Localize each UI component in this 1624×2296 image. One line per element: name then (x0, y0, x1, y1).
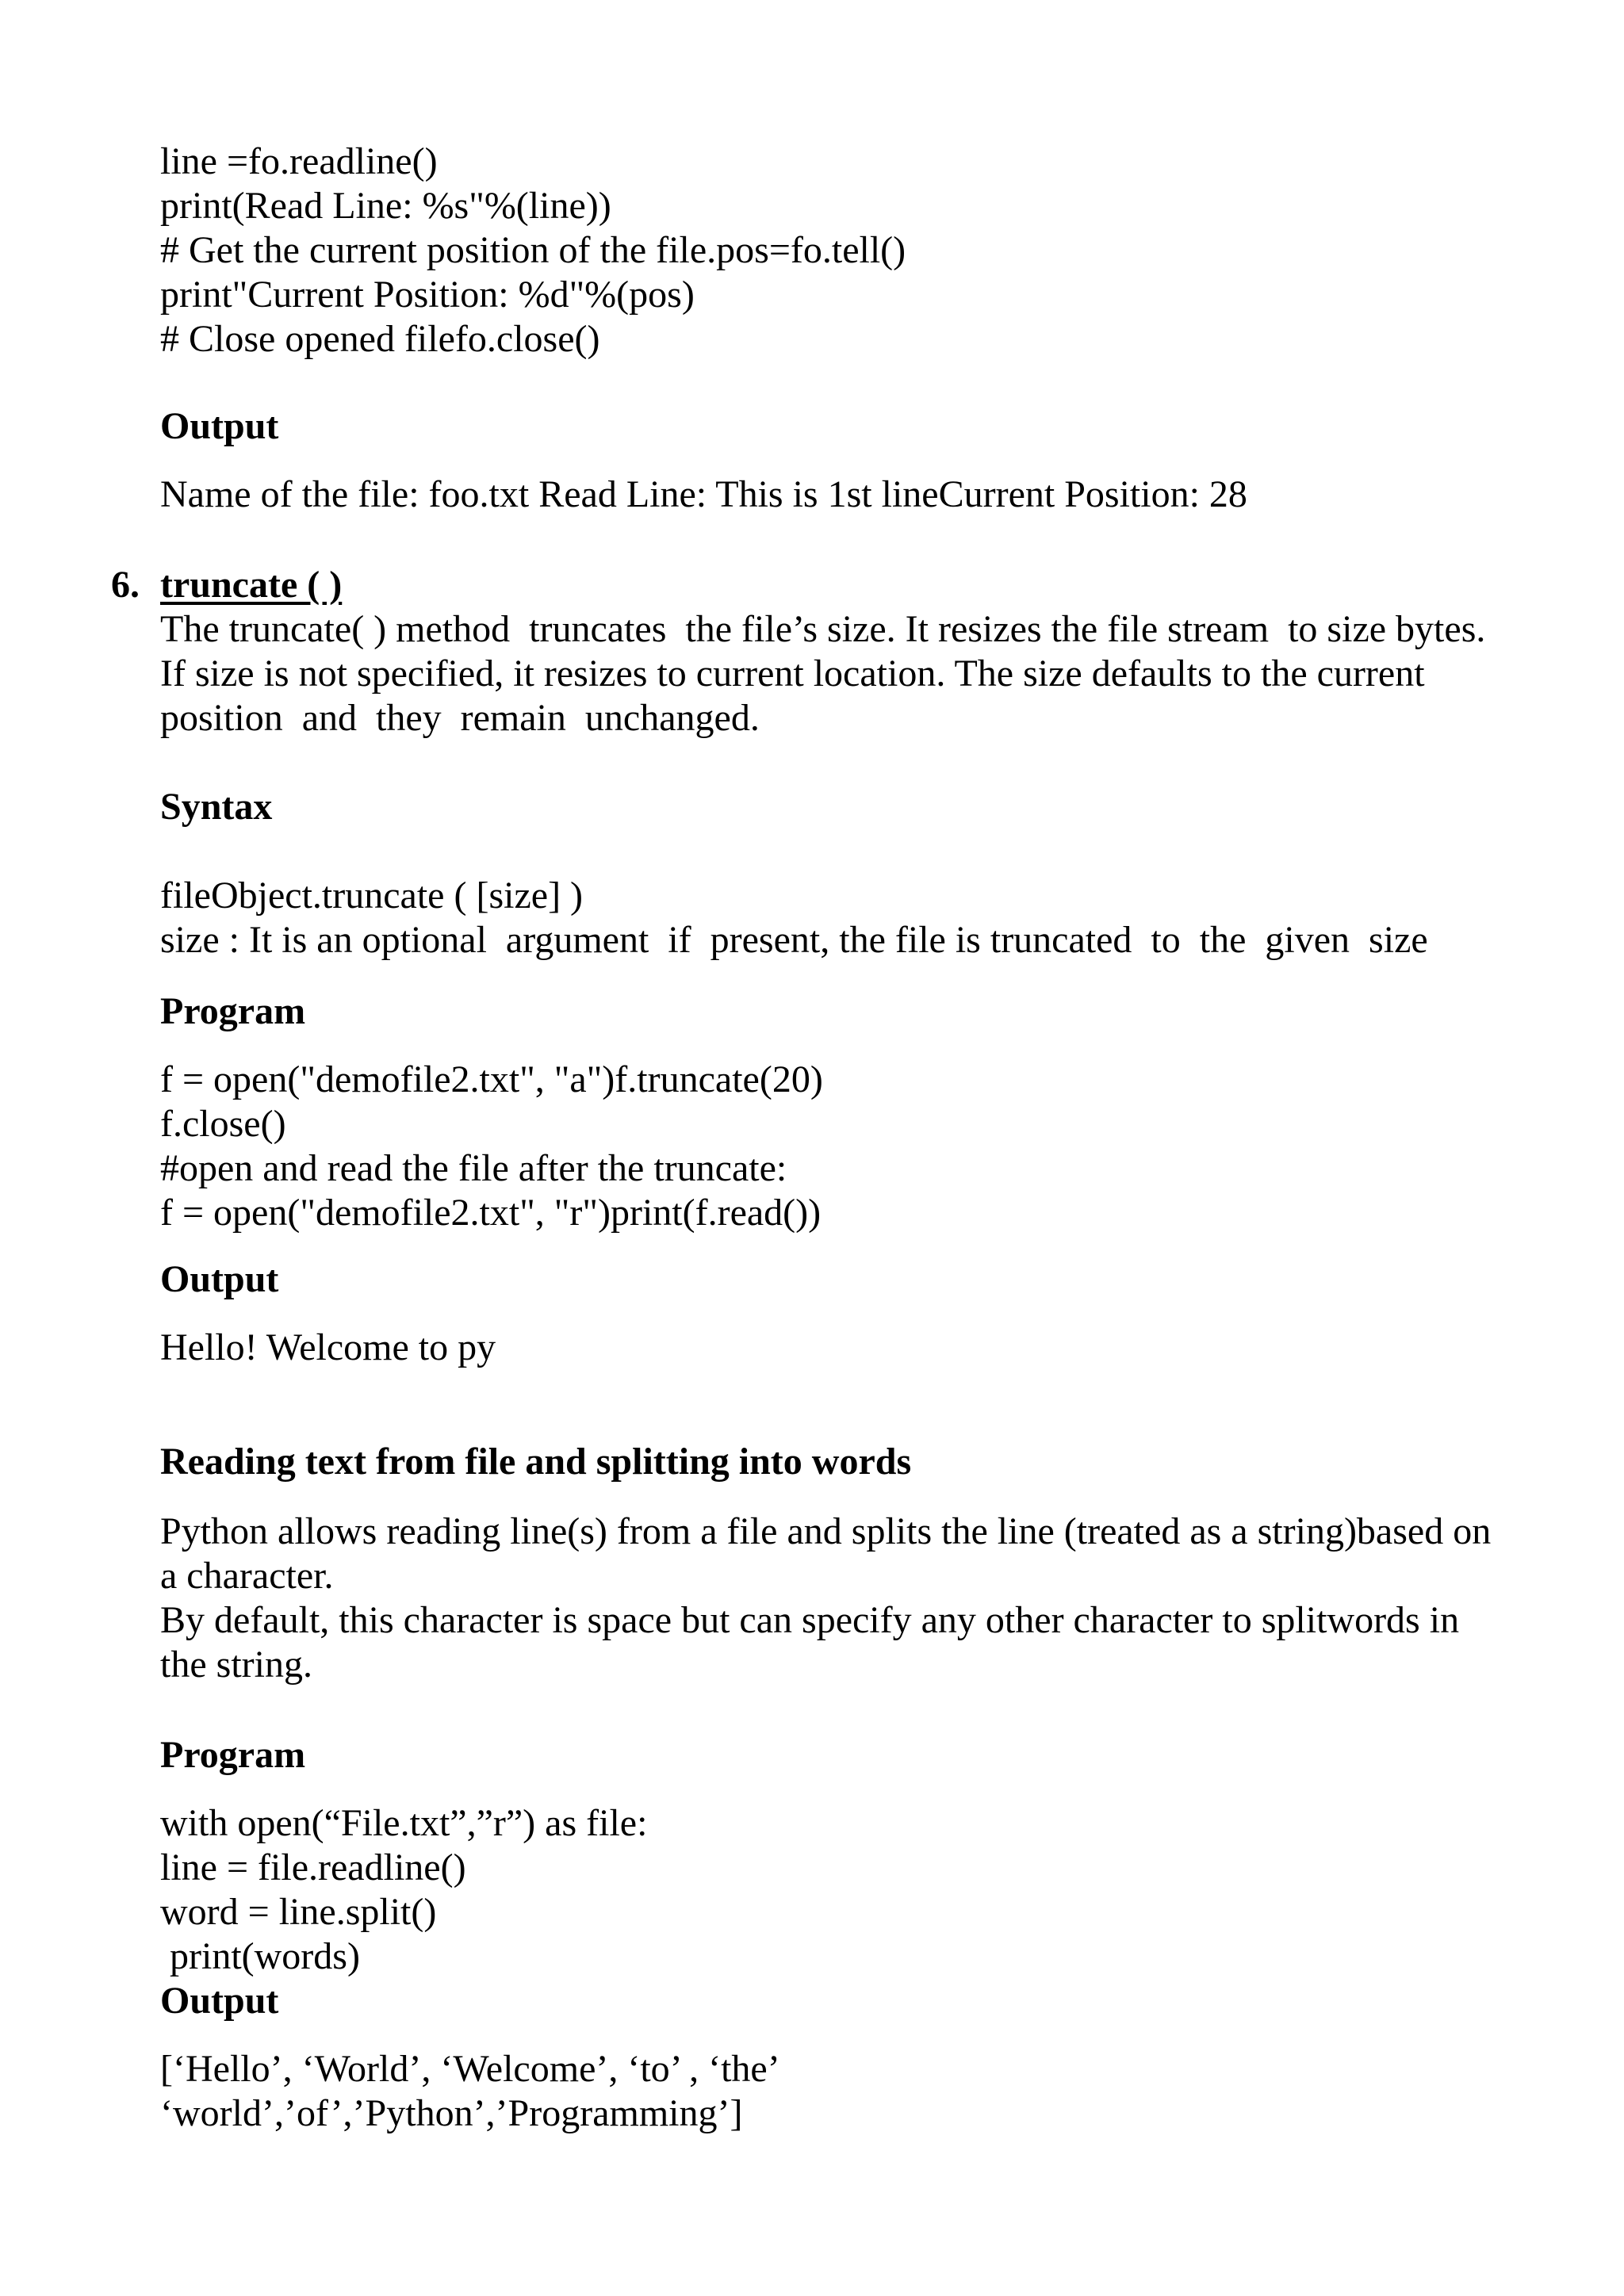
code-line: print(words) (160, 1935, 360, 1977)
output-text: Hello! Welcome to py (160, 1326, 496, 1368)
section-title: truncate ( ) (160, 564, 343, 606)
code-line: with open(“File.txt”,”r”) as file: (160, 1802, 648, 1844)
paragraph-line: a character. (160, 1555, 334, 1597)
code-line: # Close opened filefo.close() (160, 318, 600, 360)
syntax-line: fileObject.truncate ( [size] ) (160, 874, 584, 916)
section-heading: Reading text from file and splitting into words (160, 1441, 912, 1483)
code-line: word = line.split() (160, 1891, 437, 1933)
syntax-heading: Syntax (160, 786, 273, 828)
code-line: #open and read the file after the truncate: (160, 1147, 787, 1189)
section-number: 6. (111, 564, 140, 606)
code-line: line =fo.readline() (160, 140, 438, 182)
paragraph-line: Python allows reading line(s) from a file and splits the line (treated as a string)based on (160, 1510, 1492, 1552)
output-text: Name of the file: foo.txt Read Line: This is 1st lineCurrent Position: 28 (160, 473, 1247, 515)
syntax-line: size : It is an optional argument if present, the file is truncated to the given size (160, 919, 1428, 961)
code-line: f.close() (160, 1103, 286, 1145)
paragraph-line: position and they remain unchanged. (160, 697, 760, 739)
paragraph-line: The truncate( ) method truncates the file’s size. It resizes the file stream to size bytes. (160, 608, 1486, 650)
code-line: f = open("demofile2.txt", "r")print(f.read()) (160, 1192, 822, 1234)
output-heading: Output (160, 405, 279, 447)
output-heading: Output (160, 1980, 279, 2022)
code-line: f = open("demofile2.txt", "a")f.truncate(20) (160, 1058, 823, 1100)
code-line: print"Current Position: %d"%(pos) (160, 274, 695, 316)
code-line: line = file.readline() (160, 1846, 466, 1888)
paragraph-line: the string. (160, 1644, 312, 1686)
paragraph-line: By default, this character is space but can specify any other character to splitwords in (160, 1599, 1460, 1641)
output-text: ‘world’,’of’,’Python’,’Programming’] (160, 2092, 743, 2134)
code-line: # Get the current position of the file.pos=fo.tell() (160, 229, 906, 271)
code-line: print(Read Line: %s"%(line)) (160, 185, 611, 227)
paragraph-line: If size is not specified, it resizes to current location. The size defaults to the current (160, 652, 1425, 695)
output-text: [‘Hello’, ‘World’, ‘Welcome’, ‘to’ , ‘the’ (160, 2048, 780, 2090)
program-heading: Program (160, 990, 306, 1032)
output-heading: Output (160, 1258, 279, 1300)
program-heading: Program (160, 1734, 306, 1776)
